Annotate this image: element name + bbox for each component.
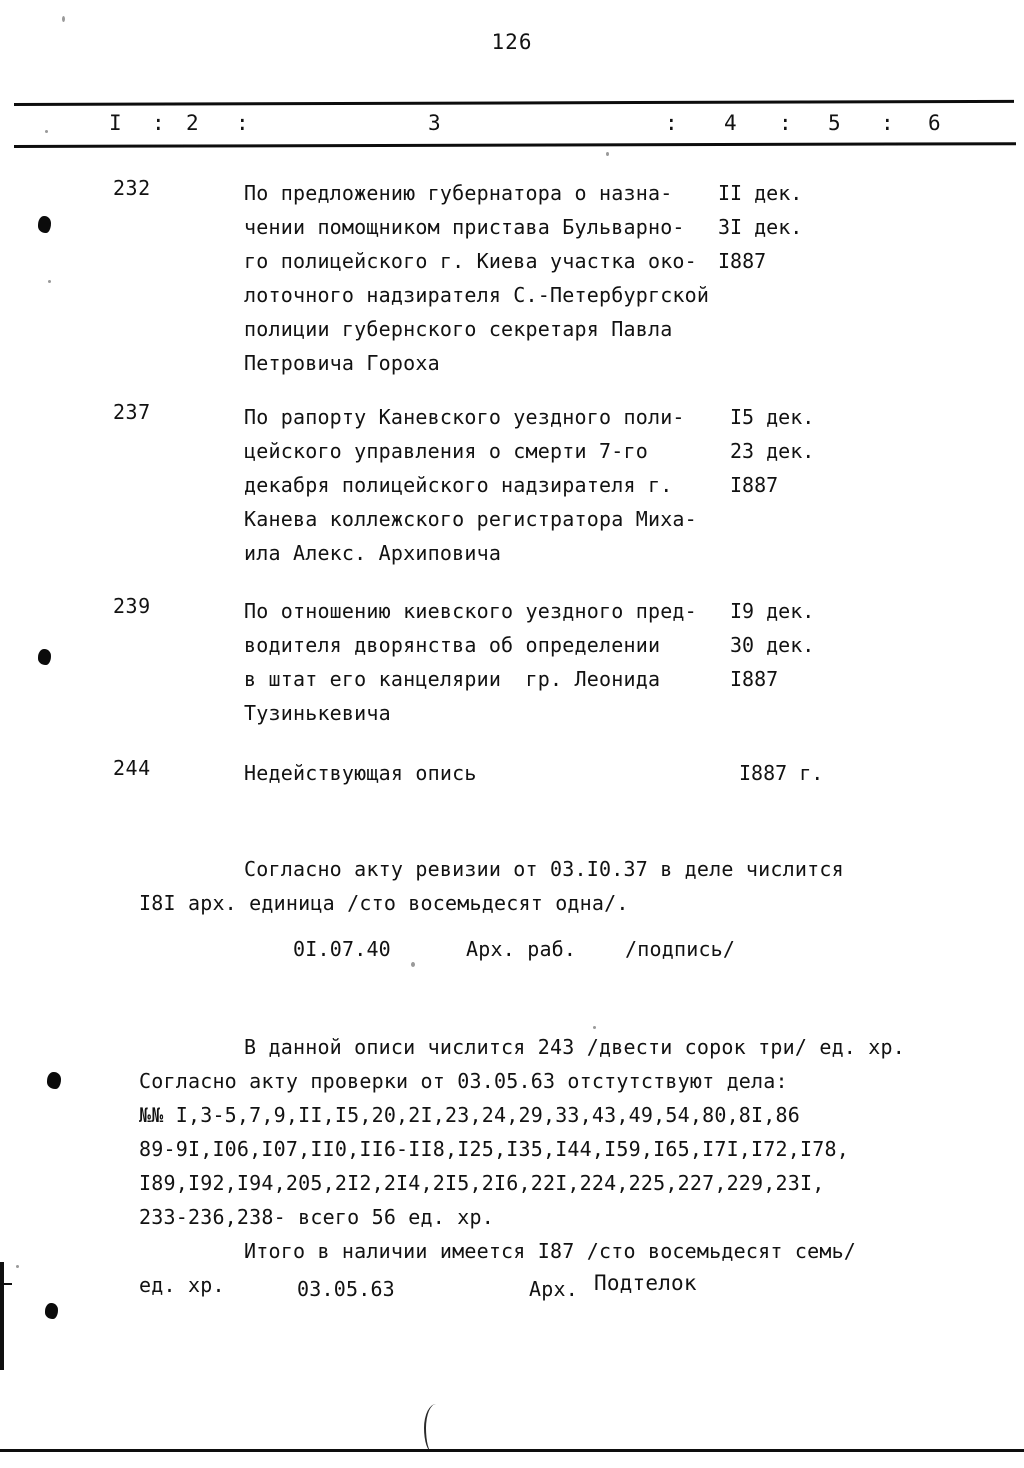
certification-2-signature-date: 03.05.63: [297, 1277, 395, 1301]
column-header-4: 4: [724, 111, 737, 135]
column-header-5: 5: [828, 111, 841, 135]
ink-blot-artifact: [45, 1303, 58, 1319]
certification-1-signature-role: Арх. раб.: [466, 937, 577, 961]
column-separator-3: :: [665, 111, 678, 135]
header-rule-top: [14, 100, 1014, 106]
certification-1-signature-date: 0I.07.40: [293, 937, 391, 961]
column-separator-5: :: [881, 111, 894, 135]
entry-number: 244: [113, 756, 151, 780]
entry-description: По предложению губернатора о назна- чении помощником пристава Бульварно- го полицейского г. Киева участка око- лоточного надзирателя С.-Петербургской полиции губернского секретаря Павла Петровича Гороха: [244, 181, 710, 375]
ink-blot-artifact: [47, 1072, 61, 1089]
header-rule-bottom: [14, 142, 1016, 148]
entry-dates: I5 дек. 23 дек. I887: [730, 405, 815, 497]
entry-description: Недействующая опись: [244, 761, 477, 785]
speck-artifact: [45, 130, 48, 133]
speck-artifact: [48, 280, 51, 283]
ink-blot-artifact: [38, 649, 51, 665]
certification-2-signature-role: Арх.: [529, 1277, 578, 1301]
certification-2-signature-name: Подтелок: [594, 1271, 697, 1295]
speck-artifact: [411, 962, 415, 967]
entry-number: 239: [113, 594, 151, 618]
speck-artifact: [593, 1026, 596, 1029]
column-header-3: 3: [428, 111, 441, 135]
entry-number: 237: [113, 400, 151, 424]
page-number: 126: [491, 30, 533, 54]
certification-2-text: В данной описи числится 243 /двести сорок три/ ед. хр. Согласно акту проверки от 03.05.63 отстутствуют дела: №№ I,3-5,7,9,II,I5,20,2I,23,24,29,33,43,49,54,80,8I,86 89-9I,I06,I07,II0,II6-II8,I25,I35,I44,I59,I65,I7I,I72,I78, I89,I92,I94,205,2I2,2I4,2I5,2I6,22I,224,225,227,229,23I, 233-236,238- всего 56 ед. хр. Итого в наличии имеется I87 /сто восемьдесят семь/ ед. хр.: [139, 1035, 906, 1297]
speck-artifact: [606, 152, 609, 156]
certification-1-signature-mark: /подпись/: [625, 937, 736, 961]
column-separator-2: :: [236, 111, 249, 135]
column-header-6: 6: [928, 111, 941, 135]
speck-artifact: [16, 1265, 19, 1268]
column-separator-4: :: [779, 111, 792, 135]
column-header-2: 2: [186, 111, 199, 135]
column-header-1: I: [109, 111, 122, 135]
ink-blot-artifact: [38, 216, 51, 233]
certification-1-text: Согласно акту ревизии от 03.I0.37 в деле числится I8I арх. единица /сто восемьдесят одна/.: [139, 857, 844, 915]
entry-dates: I887 г.: [739, 761, 824, 785]
scan-edge-artifact: [0, 1283, 12, 1285]
entry-dates: II дек. 3I дек. I887: [718, 181, 803, 273]
entry-number: 232: [113, 176, 151, 200]
scan-edge-artifact: [0, 1262, 4, 1370]
speck-artifact: [62, 16, 65, 22]
entry-dates: I9 дек. 30 дек. I887: [730, 599, 815, 691]
scan-curve-artifact: [424, 1404, 444, 1452]
entry-description: По рапорту Каневского уездного поли- цейского управления о смерти 7-го декабря полицейского надзирателя г. Канева коллежского регистратора Миха- ила Алекс. Архиповича: [244, 405, 697, 565]
entry-description: По отношению киевского уездного пред- водителя дворянства об определении в штат его канцелярии гр. Леонида Тузинькевича: [244, 599, 697, 725]
column-separator-1: :: [152, 111, 165, 135]
scan-bottom-edge: [0, 1449, 1024, 1452]
